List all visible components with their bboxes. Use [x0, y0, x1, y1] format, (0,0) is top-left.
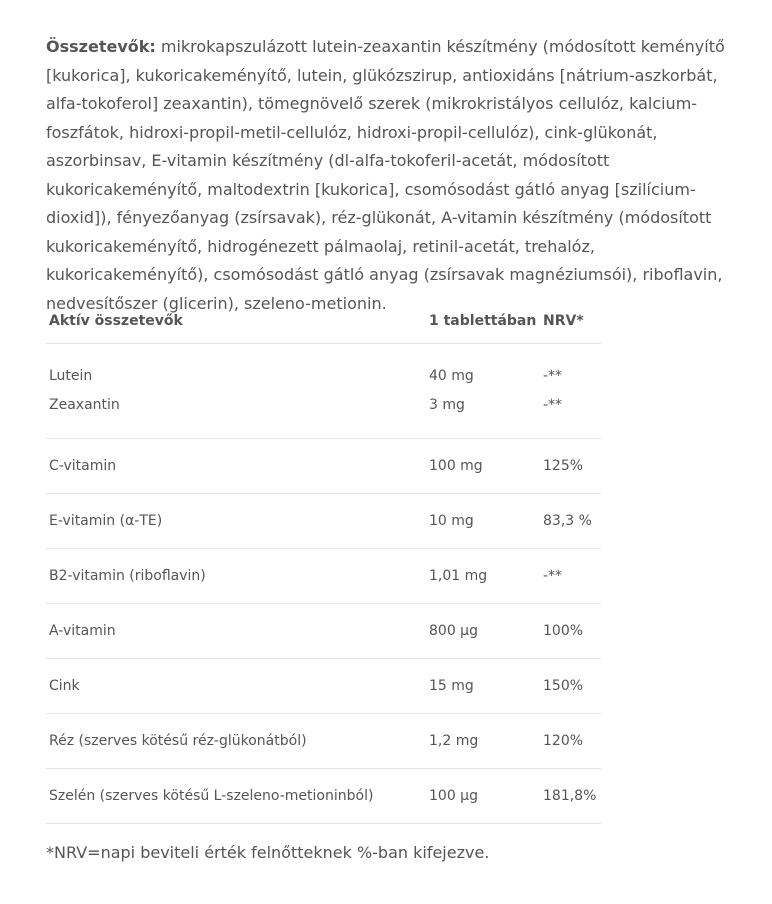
header-per-tablet: 1 tablettában [426, 298, 540, 344]
ingredient-nrv: -** [540, 549, 601, 604]
ingredient-name: Zeaxantin [49, 397, 120, 413]
ingredient-name: B2-vitamin (riboflavin) [46, 549, 426, 604]
ingredient-amount: 100 µg [426, 769, 540, 824]
nrv-footnote: *NRV=napi beviteli érték felnőtteknek %-ban kifejezve. [46, 843, 490, 862]
ingredient-amount: 1,2 mg [426, 714, 540, 769]
table-row [46, 659, 601, 714]
table-header-row [46, 298, 601, 344]
ingredient-nrv: 125% [540, 439, 601, 494]
ingredient-amount: 40 mg [429, 368, 474, 384]
table-row [46, 439, 601, 494]
ingredient-name-cell [46, 344, 426, 439]
ingredients-paragraph [46, 33, 746, 318]
ingredient-name: A-vitamin [46, 604, 426, 659]
table-row [46, 549, 601, 604]
ingredient-nrv: -** [543, 397, 563, 413]
ingredient-name: Cink [46, 659, 426, 714]
ingredient-amount: 100 mg [426, 439, 540, 494]
ingredient-amount: 3 mg [429, 397, 465, 413]
ingredient-name: Réz (szerves kötésű réz-glükonátból) [46, 714, 426, 769]
ingredient-nrv: 181,8% [540, 769, 601, 824]
ingredient-nrv: 83,3 % [540, 494, 601, 549]
header-nrv: NRV* [540, 298, 601, 344]
table-row [46, 714, 601, 769]
ingredient-amount: 1,01 mg [426, 549, 540, 604]
ingredient-nrv: 150% [540, 659, 601, 714]
ingredient-nrv: 120% [540, 714, 601, 769]
ingredient-amount: 10 mg [426, 494, 540, 549]
ingredient-name: Szelén (szerves kötésű L-szeleno-metioninból) [46, 769, 426, 824]
ingredient-amount: 800 µg [426, 604, 540, 659]
ingredient-nrv: -** [543, 368, 563, 384]
ingredients-label: Összetevők: [46, 37, 156, 56]
table-row [46, 344, 601, 439]
ingredients-text: mikrokapszulázott lutein-zeaxantin készítmény (módosított keményítő [kukorica], kukoricakeményítő, lutein, glükózszirup, antioxidáns [nátrium-aszkorbát, alfa-tokoferol] zeaxantin), tömegnövelő szerek (mikrokristályos cellulóz, kalcium-foszfátok, hidroxi-propil-metil-cellulóz, hidroxi-propil-cellulóz), cink-glükonát, aszorbinsav, E-vitamin készítmény (dl-alfa-tokoferil-acetát, módosított kukoricakeményítő, maltodextrin [kukorica], csomósodást gátló anyag [szilícium-dioxid]), fényezőanyag (zsírsavak), réz-glükonát, A-vitamin készítmény (módosított kukoricakeményítő, hidrogénezett pálmaolaj, retinil-acetát, trehalóz, kukoricakeményítő), csomósodást gátló anyag (zsírsavak magnéziumsói), riboflavin, nedvesítőszer (glicerin), szeleno-metionin. [46, 37, 725, 313]
ingredient-name: C-vitamin [46, 439, 426, 494]
table-row [46, 604, 601, 659]
header-active-ingredients: Aktív összetevők [46, 298, 426, 344]
ingredient-name: Lutein [49, 368, 93, 384]
ingredient-nrv: 100% [540, 604, 601, 659]
table-row [46, 494, 601, 549]
ingredient-name: E-vitamin (α-TE) [46, 494, 426, 549]
ingredient-amount-cell [426, 344, 540, 439]
nutrition-table [46, 298, 601, 824]
table-row [46, 769, 601, 824]
ingredient-amount: 15 mg [426, 659, 540, 714]
ingredient-nrv-cell [540, 344, 601, 439]
